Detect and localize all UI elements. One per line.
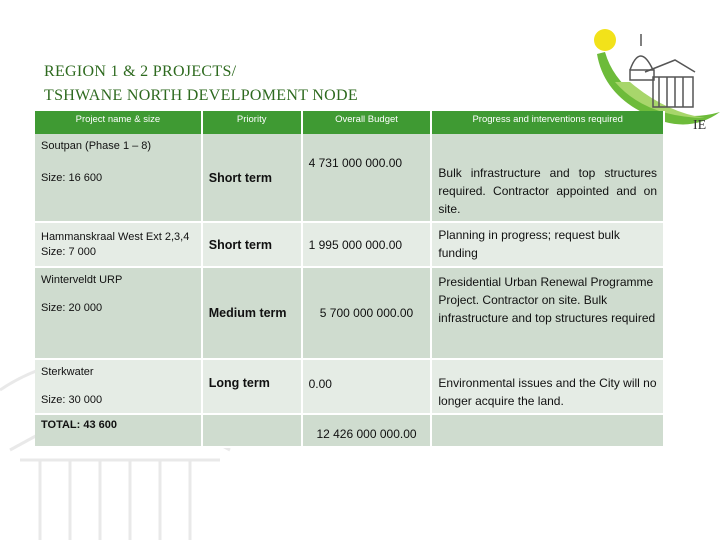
title-line-1: REGION 1 & 2 PROJECTS/ [44, 63, 237, 80]
table-total-row [35, 414, 664, 447]
svg-text:IE: IE [693, 118, 707, 133]
project-size: Size: 16 600 [41, 172, 103, 184]
progress: Environmental issues and the City will no longer acquire the land. [431, 359, 664, 414]
total-label: TOTAL: 43 600 [35, 414, 202, 447]
project-name: Winterveldt URP [41, 274, 123, 286]
project-name: Hammanskraal West Ext 2,3,4 [41, 230, 190, 243]
projects-table [35, 111, 665, 448]
title-line-2: TSHWANE NORTH DEVELPOMENT NODE [44, 87, 358, 104]
budget: 5 700 000 000.00 [302, 267, 432, 359]
project-size: Size: 7 000 [41, 245, 97, 258]
header-project: Project name & size [35, 111, 202, 134]
budget: 0.00 [302, 359, 432, 414]
progress: Planning in progress; request bulk funding [431, 222, 664, 267]
total-budget: 12 426 000 000.00 [302, 414, 432, 447]
header-progress: Progress and interventions required [431, 111, 664, 134]
project-size: Size: 20 000 [41, 302, 103, 314]
budget: 4 731 000 000.00 [302, 134, 432, 222]
project-name: Soutpan (Phase 1 – 8) [41, 140, 152, 152]
table-row [35, 134, 664, 222]
header-priority: Priority [202, 111, 302, 134]
table-row [35, 359, 664, 414]
project-size: Size: 30 000 [41, 394, 103, 406]
priority: Short term [202, 134, 302, 222]
progress: Presidential Urban Renewal Programme Project. Contractor on site. Bulk infrastructure and top structures required [431, 267, 664, 359]
table-row [35, 222, 664, 267]
table-row [35, 267, 664, 359]
priority: Medium term [202, 267, 302, 359]
project-name: Sterkwater [41, 366, 94, 378]
page-title [44, 60, 358, 108]
header-budget: Overall Budget [302, 111, 432, 134]
priority: Short term [202, 222, 302, 267]
priority: Long term [202, 359, 302, 414]
budget: 1 995 000 000.00 [302, 222, 432, 267]
table-header-row [35, 111, 664, 134]
progress: Bulk infrastructure and top structures required. Contractor appointed and on site. [431, 134, 664, 222]
